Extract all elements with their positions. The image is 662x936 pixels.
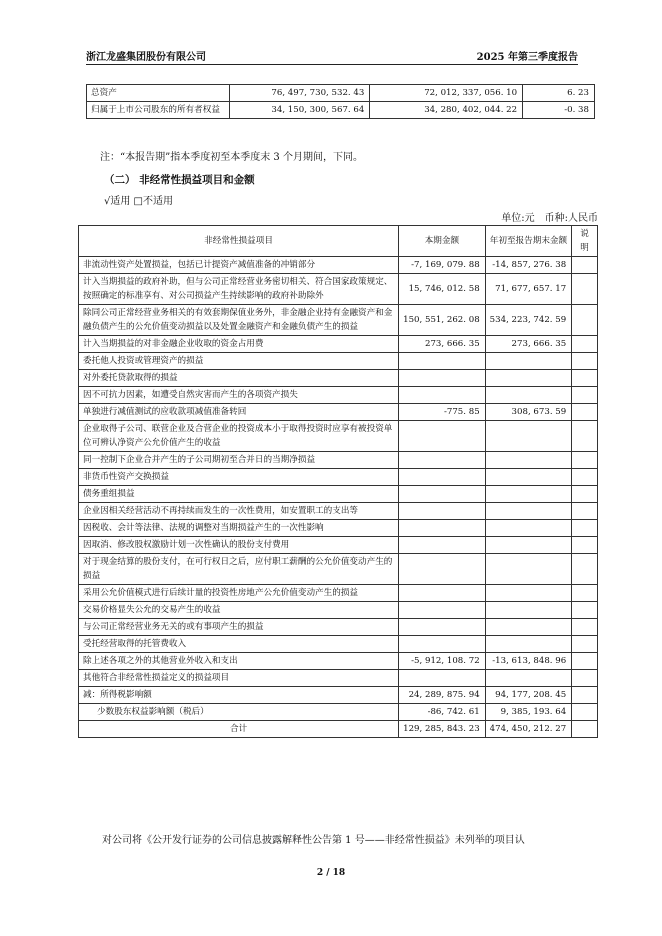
current-amount — [399, 469, 486, 486]
item-name: 对于现金结算的股份支付，在可行权日之后，应付职工薪酬的公允价值变动产生的损益 — [79, 554, 399, 585]
current-amount — [399, 636, 486, 653]
header-item: 非经常性损益项目 — [79, 226, 399, 257]
remark — [572, 421, 598, 452]
table-row — [79, 274, 598, 305]
remark — [572, 721, 598, 738]
ytd-amount — [485, 387, 572, 404]
remark — [572, 670, 598, 687]
current-amount — [399, 387, 486, 404]
item-name: 除上述各项之外的其他营业外收入和支出 — [79, 653, 399, 670]
current-amount: -86, 742. 61 — [399, 704, 486, 721]
remark — [572, 404, 598, 421]
row-label: 总资产 — [87, 85, 230, 102]
item-name: 单独进行减值测试的应收款项减值准备转回 — [79, 404, 399, 421]
remark — [572, 452, 598, 469]
table-row — [79, 653, 598, 670]
header-current: 本期金额 — [399, 226, 486, 257]
table-row — [79, 404, 598, 421]
current-amount — [399, 554, 486, 585]
item-name: 非流动性资产处置损益，包括已计提资产减值准备的冲销部分 — [79, 257, 399, 274]
table-row — [79, 636, 598, 653]
item-name: 因不可抗力因素，如遭受自然灾害而产生的各项资产损失 — [79, 387, 399, 404]
remark — [572, 585, 598, 602]
cell-value: 6. 23 — [523, 85, 595, 102]
ytd-amount — [485, 670, 572, 687]
page-header — [86, 48, 578, 65]
remark — [572, 520, 598, 537]
remark — [572, 353, 598, 370]
remark — [572, 704, 598, 721]
current-amount — [399, 421, 486, 452]
item-name: 计入当期损益的政府补助，但与公司正常经营业务密切相关、符合国家政策规定、按照确定的标准享有、对公司损益产生持续影响的政府补助除外 — [79, 274, 399, 305]
table-row — [79, 387, 598, 404]
table-row — [87, 85, 595, 102]
ytd-amount — [485, 503, 572, 520]
current-amount: 273, 666. 35 — [399, 336, 486, 353]
company-name: 浙江龙盛集团股份有限公司 — [86, 52, 206, 63]
current-amount: -775. 85 — [399, 404, 486, 421]
remark — [572, 274, 598, 305]
remark — [572, 687, 598, 704]
table-row — [79, 585, 598, 602]
ytd-amount — [485, 537, 572, 554]
remark — [572, 636, 598, 653]
remark — [572, 305, 598, 336]
ytd-amount — [485, 619, 572, 636]
ytd-amount: 94, 177, 208. 45 — [485, 687, 572, 704]
remark — [572, 257, 598, 274]
current-amount — [399, 370, 486, 387]
ytd-amount — [485, 636, 572, 653]
table-row — [79, 305, 598, 336]
ytd-amount: 308, 673. 59 — [485, 404, 572, 421]
item-name: 企业取得子公司、联营企业及合营企业的投资成本小于取得投资时应享有被投资单位可辨认净资产公允价值产生的收益 — [79, 421, 399, 452]
ytd-amount — [485, 469, 572, 486]
current-amount: 129, 285, 843. 23 — [399, 721, 486, 738]
current-amount — [399, 585, 486, 602]
cell-value: 76, 497, 730, 532. 43 — [230, 85, 370, 102]
item-name: 交易价格显失公允的交易产生的收益 — [79, 602, 399, 619]
table-row — [79, 602, 598, 619]
item-name: 非货币性资产交换损益 — [79, 469, 399, 486]
ytd-amount — [485, 353, 572, 370]
remark — [572, 653, 598, 670]
current-amount — [399, 486, 486, 503]
table-row — [79, 336, 598, 353]
current-amount — [399, 670, 486, 687]
report-title: 2025 年第三季度报告 — [476, 52, 578, 63]
ytd-amount: -13, 613, 848. 96 — [485, 653, 572, 670]
current-amount: -7, 169, 079. 88 — [399, 257, 486, 274]
item-name: 其他符合非经常性损益定义的损益项目 — [79, 670, 399, 687]
ytd-amount: -14, 857, 276. 38 — [485, 257, 572, 274]
section-title: （二） 非经常性损益项目和金额 — [104, 174, 255, 186]
table-row — [79, 687, 598, 704]
unit-label: 单位:元 币种:人民币 — [501, 213, 598, 224]
item-name: 合计 — [79, 721, 399, 738]
ytd-amount: 9, 385, 193. 64 — [485, 704, 572, 721]
ytd-amount: 273, 666. 35 — [485, 336, 572, 353]
table-row — [79, 452, 598, 469]
remark — [572, 336, 598, 353]
cell-value: 34, 150, 300, 567. 64 — [230, 102, 370, 119]
current-amount — [399, 503, 486, 520]
item-name: 除同公司正常经营业务相关的有效套期保值业务外，非金融企业持有金融资产和金融负债产生的公允价值变动损益以及处置金融资产和金融负债产生的损益 — [79, 305, 399, 336]
header-ytd: 年初至报告期末金额 — [485, 226, 572, 257]
current-amount: 150, 551, 262. 08 — [399, 305, 486, 336]
cell-value: -0. 38 — [523, 102, 595, 119]
current-amount: 15, 746, 012. 58 — [399, 274, 486, 305]
current-amount — [399, 520, 486, 537]
ytd-amount: 474, 450, 212. 27 — [485, 721, 572, 738]
remark — [572, 619, 598, 636]
current-amount — [399, 452, 486, 469]
ytd-amount: 534, 223, 742. 59 — [485, 305, 572, 336]
item-name: 计入当期损益的对非金融企业收取的资金占用费 — [79, 336, 399, 353]
item-name: 与公司正常经营业务无关的或有事项产生的损益 — [79, 619, 399, 636]
table-row — [79, 257, 598, 274]
current-amount: 24, 289, 875. 94 — [399, 687, 486, 704]
ytd-amount — [485, 452, 572, 469]
table-row — [79, 370, 598, 387]
ytd-amount — [485, 585, 572, 602]
table-row — [79, 486, 598, 503]
ytd-amount: 71, 677, 657. 17 — [485, 274, 572, 305]
cell-value: 72, 012, 337, 056. 10 — [370, 85, 523, 102]
ytd-amount — [485, 486, 572, 503]
table-row — [79, 421, 598, 452]
current-amount — [399, 602, 486, 619]
current-amount — [399, 619, 486, 636]
ytd-amount — [485, 520, 572, 537]
table-row — [79, 554, 598, 585]
item-name: 委托他人投资或管理资产的损益 — [79, 353, 399, 370]
table-row — [79, 704, 598, 721]
page-number: 2 / 18 — [316, 868, 346, 878]
remark — [572, 554, 598, 585]
item-name: 因税收、会计等法律、法规的调整对当期损益产生的一次性影响 — [79, 520, 399, 537]
item-name: 对外委托贷款取得的损益 — [79, 370, 399, 387]
note-text: 注：“本报告期”指本季度初至本季度末 3 个月期间，下同。 — [100, 152, 363, 163]
current-amount: -5, 912, 108. 72 — [399, 653, 486, 670]
remark — [572, 387, 598, 404]
summary-table — [86, 84, 595, 119]
remark — [572, 486, 598, 503]
table-row — [79, 469, 598, 486]
table-header-row — [79, 226, 598, 257]
item-name: 债务重组损益 — [79, 486, 399, 503]
ytd-amount — [485, 370, 572, 387]
remark — [572, 503, 598, 520]
cell-value: 34, 280, 402, 044. 22 — [370, 102, 523, 119]
table-row — [79, 619, 598, 636]
ytd-amount — [485, 602, 572, 619]
item-name: 受托经营取得的托管费收入 — [79, 636, 399, 653]
table-row — [79, 503, 598, 520]
remark — [572, 602, 598, 619]
tail-text: 对公司将《公开发行证券的公司信息披露解释性公告第 1 号——非经常性损益》未列举的项目认 — [102, 835, 525, 846]
remark — [572, 469, 598, 486]
ytd-amount — [485, 554, 572, 585]
ytd-amount — [485, 421, 572, 452]
table-row — [87, 102, 595, 119]
header-remark: 说明 — [572, 226, 598, 257]
item-name: 减：所得税影响额 — [79, 687, 399, 704]
non-recurring-table — [78, 225, 598, 738]
item-name: 采用公允价值模式进行后续计量的投资性房地产公允价值变动产生的损益 — [79, 585, 399, 602]
item-name: 企业因相关经营活动不再持续而发生的一次性费用，如安置职工的支出等 — [79, 503, 399, 520]
item-name: 因取消、修改股权激励计划一次性确认的股份支付费用 — [79, 537, 399, 554]
table-row — [79, 353, 598, 370]
current-amount — [399, 537, 486, 554]
applicable-checkbox: √适用 □不适用 — [104, 196, 173, 207]
table-row — [79, 520, 598, 537]
item-name: 少数股东权益影响额（税后） — [79, 704, 399, 721]
row-label: 归属于上市公司股东的所有者权益 — [87, 102, 230, 119]
table-row — [79, 537, 598, 554]
item-name: 同一控制下企业合并产生的子公司期初至合并日的当期净损益 — [79, 452, 399, 469]
table-row — [79, 670, 598, 687]
current-amount — [399, 353, 486, 370]
table-row — [79, 721, 598, 738]
remark — [572, 370, 598, 387]
remark — [572, 537, 598, 554]
